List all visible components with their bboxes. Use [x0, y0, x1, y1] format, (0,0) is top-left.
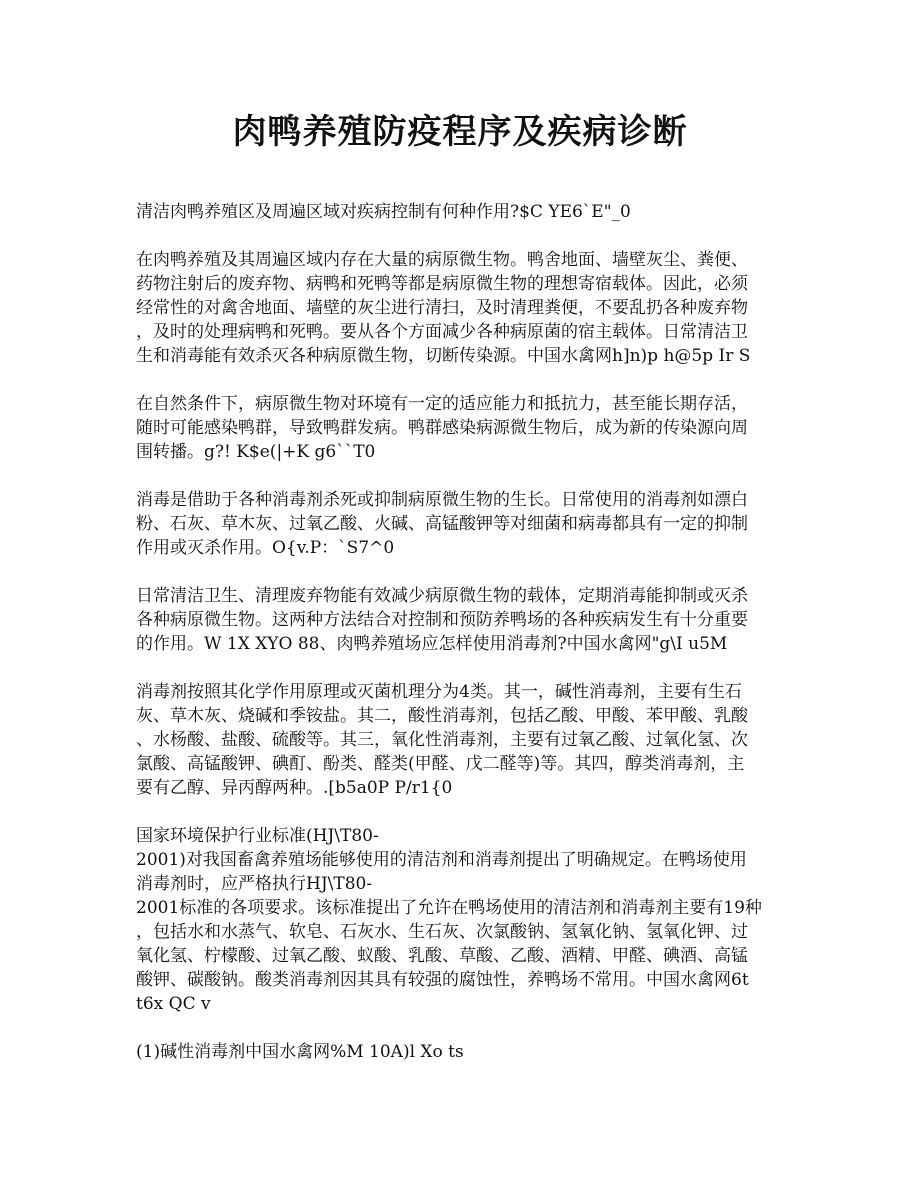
text-line: 氯酸、高锰酸钾、碘酊、酚类、醛类(甲醛、戊二醛等)等。其四，醇类消毒剂，主	[136, 754, 745, 774]
text-line: 要有乙醇、异丙醇两种。.[b5a0P P/r1{0	[136, 778, 453, 798]
paragraph	[136, 1040, 796, 1064]
text-line: 生和消毒能有效杀灭各种病原微生物，切断传染源。中国水禽网h]n)p h@5p Ir S	[136, 346, 751, 366]
text-line: 在自然条件下，病原微生物对环境有一定的适应能力和抵抗力，甚至能长期存活，	[136, 394, 748, 414]
text-line: 2001)对我国畜禽养殖场能够使用的清洁剂和消毒剂提出了明确规定。在鸭场使用	[136, 850, 747, 870]
text-line: 清洁肉鸭养殖区及周遍区域对疾病控制有何种作用?$C YE6`E"_0	[136, 202, 631, 222]
text-line: 经常性的对禽舍地面、墙壁的灰尘进行清扫，及时清理粪便，不要乱扔各种废弃物	[136, 298, 748, 318]
text-line: 日常清洁卫生、清理废弃物能有效减少病原微生物的载体，定期消毒能抑制或灭杀	[136, 586, 748, 606]
paragraph	[136, 248, 796, 368]
text-line: 消毒是借助于各种消毒剂杀死或抑制病原微生物的生长。日常使用的消毒剂如漂白	[136, 490, 748, 510]
text-line: 2001标准的各项要求。该标准提出了允许在鸭场使用的清洁剂和消毒剂主要有19种	[136, 898, 762, 918]
text-line: 、水杨酸、盐酸、硫酸等。其三，氧化性消毒剂，主要有过氧乙酸、过氧化氢、次	[136, 730, 748, 750]
text-line: 各种病原微生物。这两种方法结合对控制和预防养鸭场的各种疾病发生有十分重要	[136, 610, 748, 630]
paragraph	[136, 488, 796, 560]
text-line: 药物注射后的废弃物、病鸭和死鸭等都是病原微生物的理想寄宿载体。因此，必须	[136, 274, 748, 294]
text-line: 消毒剂时，应严格执行HJ\T80-	[136, 874, 373, 894]
paragraph	[136, 584, 796, 656]
text-line: ，包括水和水蒸气、软皂、石灰水、生石灰、次氯酸钠、氢氧化钠、氢氧化钾、过	[136, 922, 748, 942]
paragraph	[136, 680, 796, 800]
text-line: 随时可能感染鸭群，导致鸭群发病。鸭群感染病源微生物后，成为新的传染源向周	[136, 418, 748, 438]
text-line: 灰、草木灰、烧碱和季铵盐。其二，酸性消毒剂，包括乙酸、甲酸、苯甲酸、乳酸	[136, 706, 748, 726]
text-line: 粉、石灰、草木灰、过氧乙酸、火碱、高锰酸钾等对细菌和病毒都具有一定的抑制	[136, 514, 748, 534]
text-line: 围转播。g?! K$e(|+K g6``T0	[136, 442, 376, 462]
document-title: 肉鸭养殖防疫程序及疾病诊断	[232, 112, 688, 152]
text-line: t6x QC v	[136, 994, 211, 1014]
text-line: 作用或灭杀作用。O{v.P：`S7^0	[136, 538, 395, 558]
text-line: 酸钾、碳酸钠。酸类消毒剂因其具有较强的腐蚀性，养鸭场不常用。中国水禽网6t	[136, 970, 749, 990]
document-body	[136, 200, 796, 1088]
paragraph	[136, 824, 796, 1016]
text-line: ，及时的处理病鸭和死鸭。要从各个方面减少各种病原菌的宿主载体。日常清洁卫	[136, 322, 748, 342]
text-line: (1)碱性消毒剂中国水禽网%M 10A)l Xo ts	[136, 1042, 464, 1062]
paragraph	[136, 200, 796, 224]
text-line: 的作用。W 1X XYO 88、肉鸭养殖场应怎样使用消毒剂?中国水禽网"g\I u5M	[136, 634, 728, 654]
paragraph	[136, 392, 796, 464]
text-line: 在肉鸭养殖及其周遍区域内存在大量的病原微生物。鸭舍地面、墙壁灰尘、粪便、	[136, 250, 748, 270]
text-line: 国家环境保护行业标准(HJ\T80-	[136, 826, 379, 846]
text-line: 消毒剂按照其化学作用原理或灭菌机理分为4类。其一，碱性消毒剂，主要有生石	[136, 682, 742, 702]
text-line: 氧化氢、柠檬酸、过氧乙酸、蚁酸、乳酸、草酸、乙酸、酒精、甲醛、碘酒、高锰	[136, 946, 748, 966]
